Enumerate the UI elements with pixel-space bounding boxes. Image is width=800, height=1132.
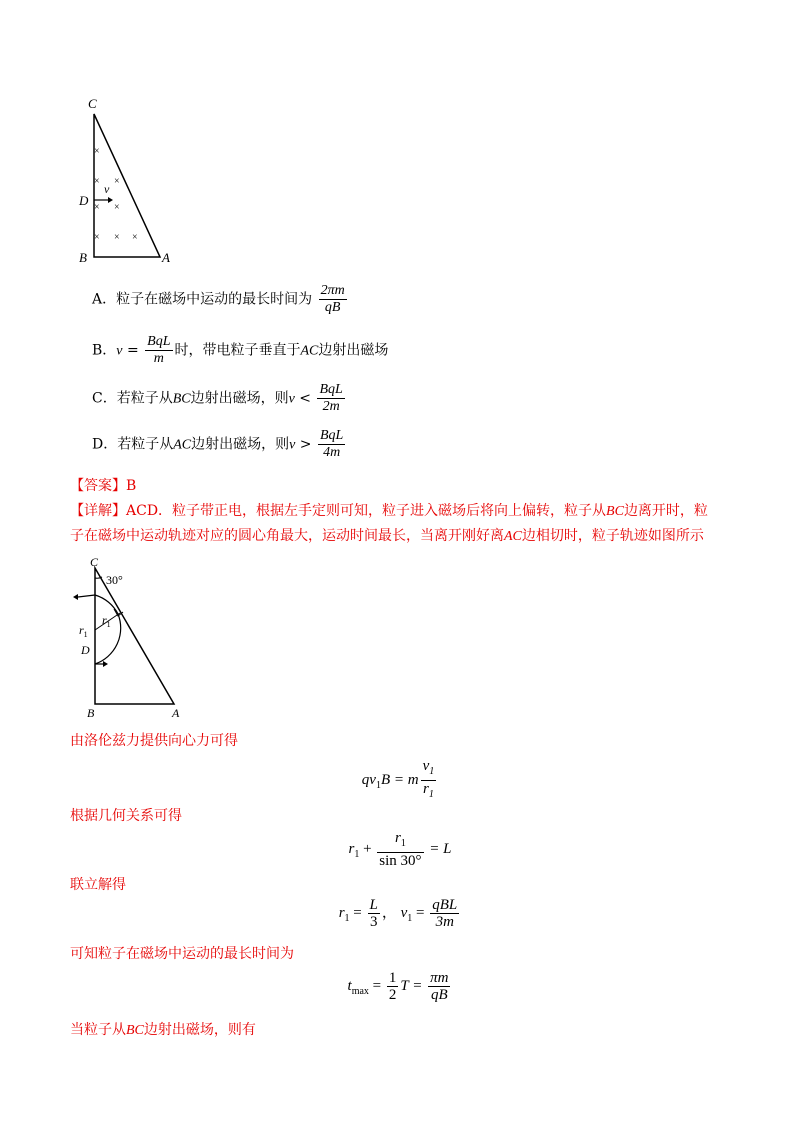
eq4-fraction-2 [428,970,450,1003]
label-C2: C [90,555,99,569]
eq3-rsub: 1 [344,912,350,924]
option-a-fraction [319,283,347,316]
option-d-mid: 边射出磁场，则 [191,436,290,453]
field-mark: × [94,146,100,157]
step-1: 由洛伦兹力提供向心力可得 [70,733,238,749]
frac-num-sub: 1 [429,766,435,777]
velocity-arrowhead [108,197,113,203]
eq3-fraction-1 [368,897,380,930]
option-b-edge: AC [300,343,319,359]
option-d-lhs: v [289,437,296,453]
frac-den: sin 30° [379,853,422,869]
frac-num: v [422,758,430,774]
answer-line [70,476,136,496]
field-mark: × [94,176,100,187]
frac-den: 2m [322,399,340,414]
frac-num: πm [430,970,449,986]
field-mark: × [94,202,100,213]
label-r1-inner: $r_1$ [102,613,111,629]
eq3-eq2: = [412,904,429,921]
eq2-rhs: = L [425,840,452,857]
field-mark: × [94,232,100,243]
label-C: C [88,96,97,111]
step-2: 根据几何关系可得 [70,808,182,824]
option-d-op: > [295,436,316,453]
eq3-r: r [338,904,345,921]
eq3-v: v [400,904,408,921]
eq4-t: t [347,977,352,994]
detail-text-2a: 子在磁场中运动轨迹对应的圆心角最大，运动时间最长，当离开刚好离 [70,528,504,544]
option-b-suffix: 时，带电粒子垂直于 [174,342,301,359]
detail-edge-2: AC [504,529,522,544]
frac-den: qB [324,300,341,315]
step-5-a: 当粒子从 [70,1022,126,1038]
label-B: B [79,250,87,265]
option-d-edge: AC [173,437,192,453]
detail-text-2b: 边相切时，粒子轨迹如图所示 [521,528,704,544]
frac-den: r [422,781,429,797]
entry-arrowhead [103,661,108,667]
eq3-sep: ， [381,904,401,921]
eq1-lhs: qv [361,771,376,788]
eq2-fraction [377,830,423,869]
frac-den: 4m [323,445,341,460]
label-B2: B [87,706,95,720]
frac-den: 3m [435,914,454,930]
equation-3 [0,897,800,930]
label-angle: 30° [106,573,123,587]
frac-num: BqL [147,334,171,349]
option-d-fraction [318,428,345,461]
answer-label: 【答案】 [70,478,126,494]
exit-arrow [78,595,95,597]
label-A2: A [172,706,180,720]
eq2-sub: 1 [354,848,360,860]
label-r1-outer: $r_1$ [79,623,88,639]
option-c-fraction [317,382,344,415]
detail-line-2 [70,526,704,547]
frac-den: 2 [388,987,397,1003]
equation-1 [0,758,800,803]
option-a [92,283,349,316]
step-4: 可知粒子在磁场中运动的最长时间为 [70,946,294,962]
label-D: D [79,193,89,208]
triangle-outline-2 [95,568,174,704]
frac-num-sub: 1 [400,838,406,849]
detail-text-1a: ACD．粒子带正电，根据左手定则可知，粒子进入磁场后将向上偏转，粒子从 [126,503,607,519]
label-D2: D [81,643,90,657]
eq4-fraction-1 [387,970,399,1003]
exit-arrowhead [73,594,78,600]
eq4-eq: = [368,977,385,994]
frac-den: m [153,351,164,366]
eq3-fraction-2 [430,897,459,930]
label-v: v [104,182,110,196]
frac-num: r [394,830,401,846]
detail-line-1 [70,501,708,522]
frac-num: 1 [388,970,397,986]
option-c-op: < [294,390,316,407]
option-a-text: A．粒子在磁场中运动的最长时间为 [92,291,313,308]
detail-edge-1: BC [606,504,624,519]
step-5 [70,1020,256,1041]
option-b-fraction [145,334,172,367]
option-d-text: D．若粒子从 [92,436,174,453]
option-b-label: B． [92,342,117,359]
eq2-plus: + [359,840,376,857]
answer-value: B [126,478,137,494]
field-mark: × [114,232,120,243]
detail-label: 【详解】 [70,503,126,519]
field-mark: × [132,232,138,243]
field-mark: × [114,176,120,187]
option-c [92,382,347,415]
detail-text-1b: 边离开时，粒 [623,503,708,519]
frac-num: BqL [319,382,343,397]
field-mark: × [114,202,120,213]
equation-4 [0,970,800,1003]
frac-den: qB [430,987,448,1003]
step-5-edge: BC [126,1023,144,1038]
option-c-lhs: v [288,391,295,407]
step-5-b: 边射出磁场，则有 [143,1022,256,1038]
eq4-T: T = [400,977,427,994]
step-3: 联立解得 [70,877,126,893]
equation-2 [0,830,800,869]
frac-den: 3 [369,914,378,930]
frac-num: qBL [432,897,458,913]
figure-trajectory [70,552,200,722]
option-b-tail: 边射出磁场 [318,342,389,359]
eq1-mid: B = m [380,771,419,788]
option-b [92,334,388,367]
option-d [92,428,347,461]
eq2-lhs: r [348,840,355,857]
option-b-lhs: v [116,343,123,359]
frac-num: 2πm [320,283,345,298]
label-A: A [162,250,170,265]
eq1-fraction [421,758,437,803]
eq3-vsub: 1 [407,912,413,924]
frac-num: BqL [319,428,344,443]
figure-triangle-field [70,92,190,272]
option-c-mid: 边射出磁场，则 [190,390,289,407]
eq3-eq: = [349,904,366,921]
frac-den-sub: 1 [428,789,434,800]
option-c-text: C．若粒子从 [92,390,173,407]
eq1-sub: 1 [375,779,381,791]
frac-num: L [369,897,378,913]
option-c-edge: BC [172,391,191,407]
option-b-eq: = [122,342,144,359]
eq4-tsub: max [351,985,369,997]
